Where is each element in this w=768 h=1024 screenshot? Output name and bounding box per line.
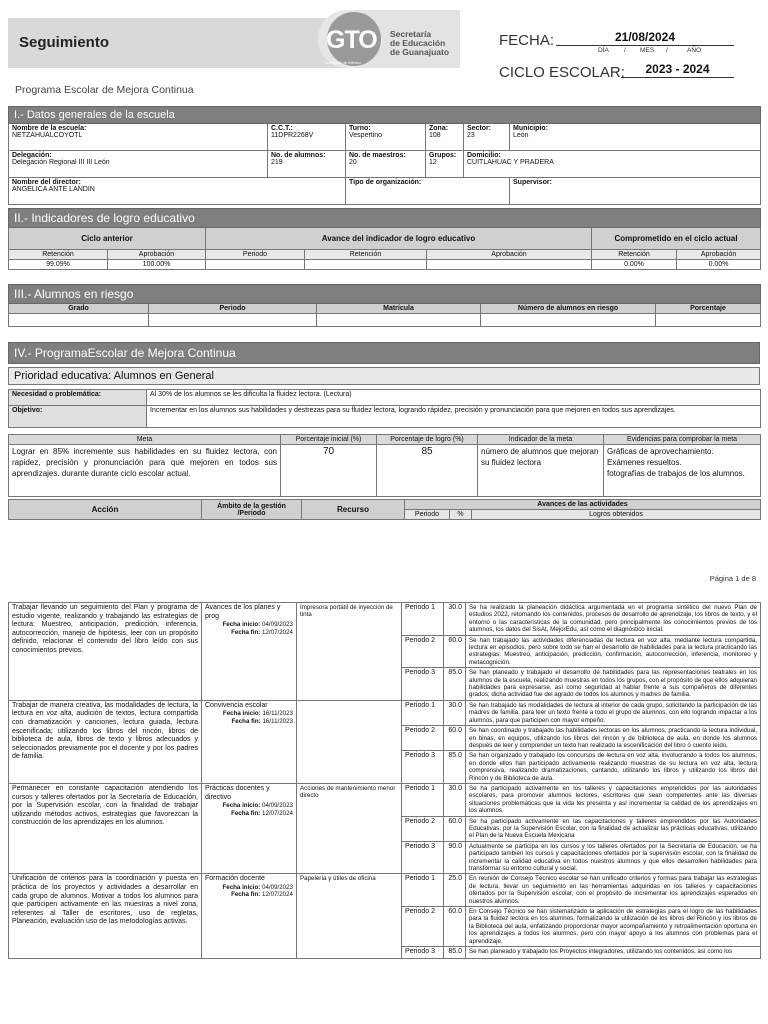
section-2-title: II.- Indicadores de logro educativo: [9, 209, 761, 228]
logro-cell: Se han organizado y trabajado los concursos de lectura en voz alta, involucrando a todos los alumnos, en donde ellos han participado activamente realizando muestras de su lectura en voz alta, lectura comprensiva, realizando dramatizaciones, cantando, utilizando los libros y utilizando los libros del Rincón y de Biblioteca de aula.: [466, 751, 761, 784]
pct-inicial: 70: [281, 445, 377, 497]
col-logros: Logros obtenidos: [472, 510, 761, 520]
col-aprobacion: Aprobación: [108, 250, 206, 260]
ambito-cell: Formación docente Fecha inicio: 04/09/2023 Fecha fin: 12/07/2024: [202, 874, 297, 958]
accion-text: Trabajar llevando un seguimiento del Plan y programa de estudio vigente, realizando y trabajando las estrategias de lectura: Muestreo, anticipación, predicción, inferencia, autocorrección, manejo de hipótesis, leer con un propósito definido, relacionar el contenido del libro leído con sus conocimientos previos.: [9, 603, 202, 701]
fecha-value: 21/08/2024: [556, 30, 734, 46]
alumnos-riesgo-table: [8, 284, 761, 327]
acciones-table: [8, 602, 761, 959]
fecha-label: FECHA:: [499, 32, 555, 49]
col-accion: Acción: [9, 500, 202, 520]
necesidad-text: Al 30% de los alumnos se les dificulta la fluidez lectora. (Lectura): [147, 390, 761, 406]
recurso-cell: Impresora portátil de inyección de tinta: [297, 603, 402, 701]
datos-generales-table: [8, 106, 761, 205]
pct-cell: 30.0: [444, 700, 466, 725]
necesidad-objetivo-table: [8, 389, 761, 428]
col-periodo: Periodo: [405, 510, 450, 520]
pct-logro: 85: [377, 445, 478, 497]
action-row: [9, 874, 761, 907]
col-periodo: Periodo: [149, 304, 317, 314]
col-aprobacion: Aprobación: [677, 250, 761, 260]
pct-cell: 60.0: [444, 907, 466, 947]
section-3-title: III.- Alumnos en riesgo: [9, 285, 761, 304]
grupos-cell: Grupos: 12: [426, 151, 464, 178]
objetivo-text: Incrementar en los alumnos sus habilidades y destrezas para su fluidez lectora, logrando rápidez, precisión y pronunciación para que mejoren en todos sus aprendizajes.: [147, 406, 761, 428]
recurso-cell: [297, 700, 402, 783]
document-title: Seguimiento: [19, 34, 110, 51]
logro-cell: Se han trabajado las modalidades de lectura al interior de cada grupo, solicitando la participación de las madres de familia, para leer un texto frente a todo el grupo de alumnos, con ello logrando impactar a los alumnos, para que participen con mayor empeño.: [466, 700, 761, 725]
col-retencion: Retención: [305, 250, 427, 260]
col-recurso: Recurso: [302, 500, 405, 520]
gto-logo: [318, 10, 460, 68]
val-cell: 0.00%: [677, 260, 761, 270]
logro-cell: Se han planeado y trabajado el desarrollo de habilidades para las representaciones teatrales en los alumnos de la escuela, realizando muestras en todos los grupos, con el propósito de que ellos adquieran habilidades para expresarse, así como seguridad al hablar frente a sus compañeros de diferentes grados; dicha actividad fue del agrado de todos los alumnos y madres de familia.: [466, 668, 761, 701]
ciclo-anterior-header: Ciclo anterior: [9, 228, 206, 250]
periodo-cell: Periodo 3: [402, 668, 444, 701]
indicador-text: número de alumnos que mejoran su fluidez lectora: [478, 445, 604, 497]
acciones-header-table: [8, 499, 761, 520]
avance-header: Avance del indicador de logro educativo: [206, 228, 592, 250]
logo-secretaria: Secretaría de Educación de Guanajuato: [390, 29, 450, 57]
section-1-title: I.- Datos generales de la escuela: [9, 107, 761, 124]
supervisor-cell: Supervisor:: [510, 178, 761, 205]
section-4-title: IV.- ProgramaEscolar de Mejora Continua: [9, 343, 760, 364]
periodo-cell: Periodo 2: [402, 816, 444, 841]
action-row: [9, 783, 761, 816]
periodo-cell: Periodo 3: [402, 841, 444, 874]
periodo-cell: Periodo 2: [402, 907, 444, 947]
col-aprobacion: Aprobación: [427, 250, 592, 260]
periodo-cell: Periodo 3: [402, 947, 444, 959]
col-pct: %: [450, 510, 472, 520]
ambito-cell: Convivencia escolar Fecha inicio: 16/11/2023 Fecha fin: 16/11/2023: [202, 700, 297, 783]
pct-cell: 85.0: [444, 751, 466, 784]
val-cell: [305, 260, 427, 270]
logro-cell: Se ha realizado la planeación didáctica argumentada en el programa sintético del nuevo Plan de estudios 2022, retomando los contenidos, procesos de desarrollo de aprendizaje, los libros de texto, y el entorno o las características de la comunidad, pero principalmente los conocimientos previos de los alumnos, los datos del SisAt, MejorEdu, así como el diagnóstico inicial.: [466, 603, 761, 636]
pct-cell: 25.0: [444, 874, 466, 907]
col-grado: Grado: [9, 304, 149, 314]
action-row: [9, 700, 761, 725]
val-cell: [206, 260, 305, 270]
periodo-cell: Periodo 2: [402, 726, 444, 751]
periodo-cell: Periodo 3: [402, 751, 444, 784]
cct-cell: C.C.T.: 11DPR2268V: [268, 124, 346, 151]
col-matricula: Matrícula: [317, 304, 481, 314]
logro-cell: Se ha participado activamente en los talleres y capacitaciones emprendidos por las autoridades escolares, para promover alumnos lectores, escritores que sean competentes ante las diversas situaciones problemáticas que la vida les presenta y así incrementar la calidad de los aprendizajes en los alumnos.: [466, 783, 761, 816]
col-pct-logro: Porcentaje de logro (%): [377, 435, 478, 445]
logro-cell: Se ha participado activamente en las capacitaciones y talleres emprendidos por las Autoridades Educativas, por la Supervisión Escolar, con la finalidad de actualizar las prácticas educativas, utilizando el Plan de la Nueva Escuela Mexicana: [466, 816, 761, 841]
turno-cell: Turno: Vespertino: [346, 124, 426, 151]
escuela-cell: Nombre de la escuela: NETZAHUALCOYOTL: [9, 124, 268, 151]
accion-text: Trabajar de manera creativa, las modalidades de lectura, la lectura en voz alta, audición de textos, lectura compartida con dramatización y canciones, lectura guiada, lectura escenificada; utilizando los libros del rincón, libros de biblioteca de aula, libros de texto y libros adecuados y seleccionados previamente por el docente y por los padres de familia.: [9, 700, 202, 783]
col-pct-inicial: Porcentaje inicial (%): [281, 435, 377, 445]
ciclo-label: CICLO ESCOLAR:: [499, 64, 625, 81]
pct-cell: 30.0: [444, 783, 466, 816]
col-num-riesgo: Número de alumnos en riesgo: [481, 304, 656, 314]
meta-table: [8, 434, 761, 497]
pct-cell: 85.0: [444, 668, 466, 701]
ciclo-value: 2023 - 2024: [621, 62, 734, 78]
logro-cell: Se han planeado y trabajado los Proyectos integradores, utilizando los contenidos, así como los: [466, 947, 761, 959]
logro-cell: Actualmente se participa en los cursos y los talleres ofertados por la Secretaría de Educación, se ha participado también los cursos y capacitaciones ofertados por la supervisión escolar, con la finalidad de incrementar la calidad educativa en todos nuestros alumnos y que ellos desarrollen habilidades para transformar su entorno cultural y social.: [466, 841, 761, 874]
col-indicador: Indicador de la meta: [478, 435, 604, 445]
val-cell: 99.09%: [9, 260, 108, 270]
comprometido-header: Comprometido en el ciclo actual: [592, 228, 761, 250]
pct-cell: 30.0: [444, 603, 466, 636]
periodo-cell: Periodo 1: [402, 783, 444, 816]
pct-cell: 85.0: [444, 947, 466, 959]
logro-cell: En Consejo Técnico se han sistematizado la aplicación de estrategias para el logro de las habilidades para la fluidez lectora en los alumnos, formalizando la utilización de los libros del Rincón y los libros de la Biblioteca del aula, enfatizando proporcionar mayor acompañamiento y retroalimentación oportuna en los aprendizajes a todos los alumnos, pero con mayor apoyo a los alumnos con problemas para el aprendizaje.: [466, 907, 761, 947]
evidencias-text: Gráficas de aprovechamiento. Exámenes resueltos. fotografías de trabajos de los alumnos.: [604, 445, 761, 497]
accion-text: Permanecer en constante capacitación atendiendo los cursos y talleres ofertados por la Secretaría de Educación, por la Supervisión escolar, con la finalidad de trabajar utilizando métodos activos, estrategias que favorezcan la construcción de los aprendizajes en los alumnos.: [9, 783, 202, 873]
alumnos-cell: No. de alumnos: 219: [268, 151, 346, 178]
objetivo-label: Objetivo:: [9, 406, 147, 428]
indicadores-table: [8, 208, 761, 270]
logro-cell: En reunión de Consejo Técnico escolar se han unificado criterios y formas para trabajar las estrategias de lectura, llevar un seguimiento en las herramientas adquiridas en los talleres y capacitaciones ofertados por la Supervisión escolar, con el propósito de incrementar los aprendizajes esperados en nuestros alumnos.: [466, 874, 761, 907]
domicilio-cell: Domicilio: CUITLAHUAC Y PRADERA: [464, 151, 761, 178]
programa-title: Programa Escolar de Mejora Continua: [15, 84, 194, 96]
prioridad-educativa: Prioridad educativa: Alumnos en General: [8, 367, 760, 385]
col-periodo: Periodo: [206, 250, 305, 260]
ambito-cell: Avances de los planes y prog Fecha inicio: 04/09/2023 Fecha fin: 12/07/2024: [202, 603, 297, 701]
necesidad-label: Necesidad o problemática:: [9, 390, 147, 406]
recurso-cell: Papelería y útiles de oficina: [297, 874, 402, 958]
col-avances: Avances de las actividades: [405, 500, 761, 510]
tipo-org-cell: Tipo de organización:: [346, 178, 510, 205]
pct-cell: 60.0: [444, 635, 466, 668]
pct-cell: 60.0: [444, 816, 466, 841]
director-cell: Nombre del director: ANGELICA ANTE LANDIN: [9, 178, 346, 205]
col-meta: Meta: [9, 435, 281, 445]
page-number: Página 1 de 8: [709, 574, 756, 583]
section-4-header: [8, 342, 760, 364]
periodo-cell: Periodo 1: [402, 874, 444, 907]
col-ambito: Ámbito de la gestión /Periodo: [202, 500, 302, 520]
meta-text: Lograr en 85% incremente sus habilidades en su fluidez lectora, con rapidez, precisión y pronunciación para que mejoren en todos sus aprendizajes. durante durante ciclo escolar actual.: [9, 445, 281, 497]
periodo-cell: Periodo 1: [402, 603, 444, 636]
col-retencion: Retención: [9, 250, 108, 260]
delegacion-cell: Delegación: Delegación Regional III III León: [9, 151, 268, 178]
zona-cell: Zona: 108: [426, 124, 464, 151]
recurso-cell: Acciones de mantenimiento menor directo: [297, 783, 402, 873]
logo-text: GTO: [326, 26, 377, 54]
val-cell: [427, 260, 592, 270]
logro-cell: Se han trabajado las actividades diferenciadas de lectura en voz alta, mediante lectura compartida, lectura en episodios, pero sobre todo se han el desarrollo de habilidades para la lectura practicando las estrategias: Muestreo, anticipación, predicción, confirmación, autocorrección, inferencia, monitoreo y metacognición.: [466, 635, 761, 668]
maestros-cell: No. de maestros: 20: [346, 151, 426, 178]
periodo-cell: Periodo 2: [402, 635, 444, 668]
col-retencion: Retención: [592, 250, 677, 260]
accion-text: Unificación de criterios para la coordinación y puesta en práctica de los proyectos y actividades a desarrollar en cada grupo de alumnos. Motivar a todos los alumnos para que participen activamente en las muestras a nivel zona, referentes al Taller de escritores, uso de regletas, Planeación, evaluación uso de las metodologías activas.: [9, 874, 202, 958]
pct-cell: 90.0: [444, 841, 466, 874]
logro-cell: Se han coordinado y trabajado las habilidades lectoras en los alumnos, practicando la lectura individual, en binas, en equipos, utilizando los libros del rincón y de biblioteca de aula. en donde los alumnos después de leer y comprender un texto han realizado la escenificación del libro ó cuento leído.: [466, 726, 761, 751]
col-evidencias: Evidencias para comprobar la meta: [604, 435, 761, 445]
ambito-cell: Prácticas docentes y directivo Fecha inicio: 04/09/2023 Fecha fin: 12/07/2024: [202, 783, 297, 873]
val-cell: 0.00%: [592, 260, 677, 270]
logo-subtext: Grandeza de México: [324, 60, 361, 65]
val-cell: 100.00%: [108, 260, 206, 270]
pct-cell: 60.0: [444, 726, 466, 751]
sector-cell: Sector: 23: [464, 124, 510, 151]
col-porcentaje: Porcentaje: [656, 304, 761, 314]
municipio-cell: Municipio: León: [510, 124, 761, 151]
action-row: [9, 603, 761, 636]
periodo-cell: Periodo 1: [402, 700, 444, 725]
